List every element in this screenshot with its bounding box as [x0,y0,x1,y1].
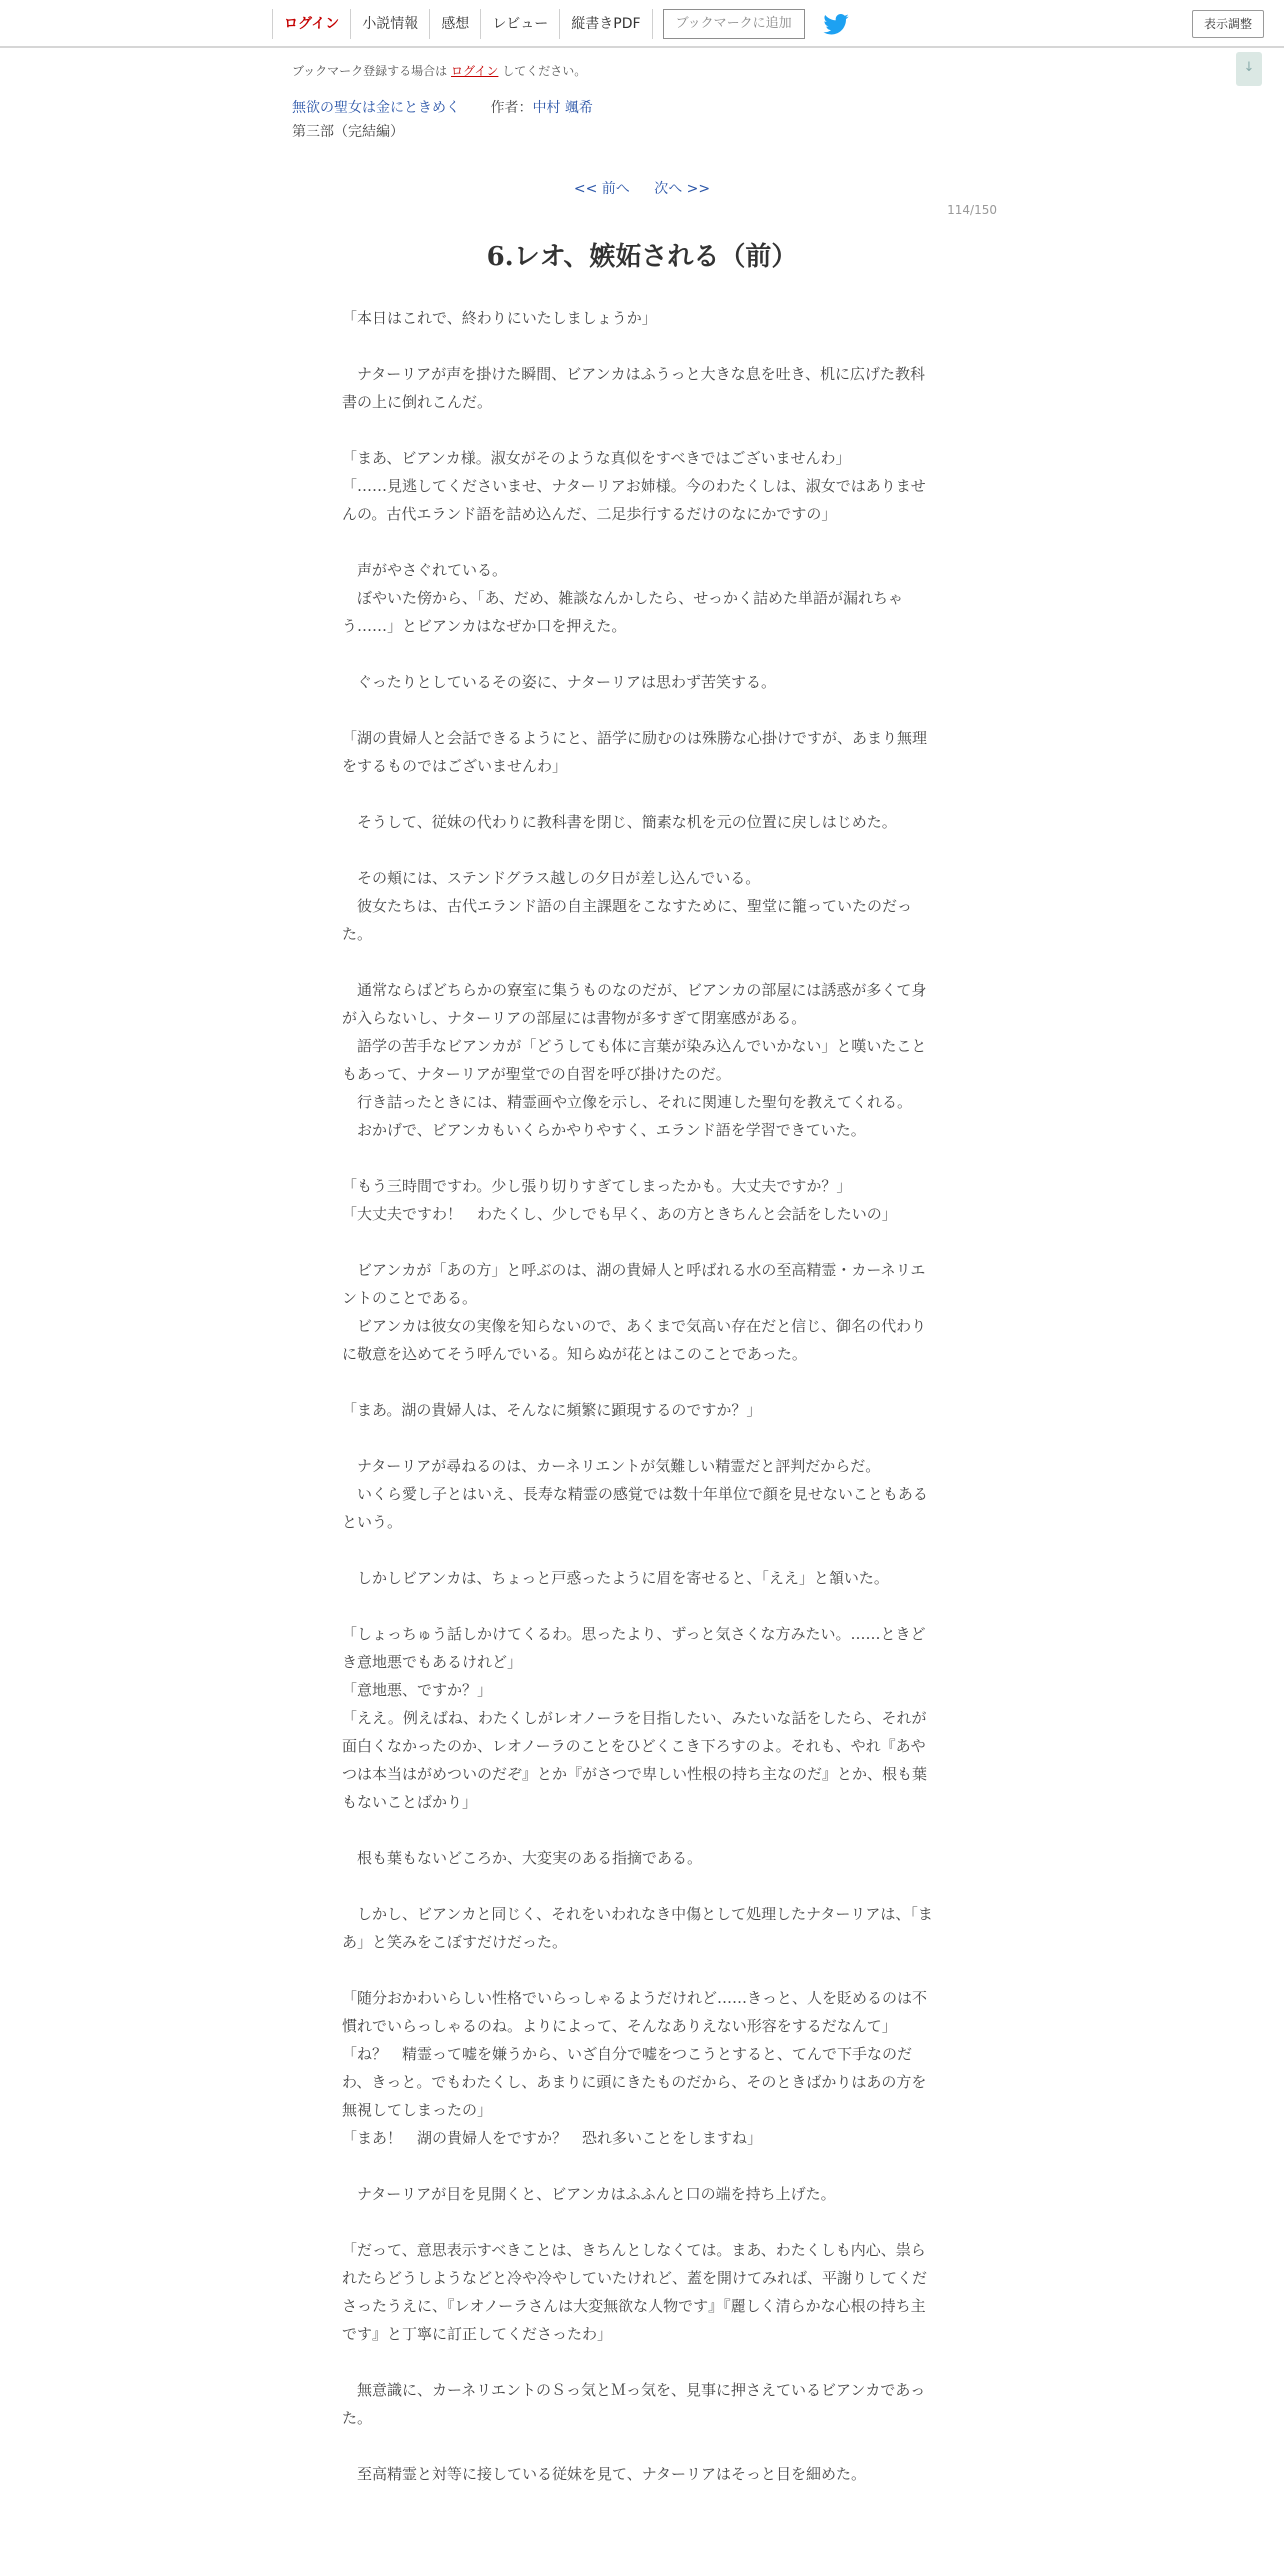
body-line: ビアンカが「あの方」と呼ぶのは、湖の貴婦人と呼ばれる水の至高精霊・カーネリエントのことである。 [342,1261,926,1307]
nav-login-link[interactable]: ログイン [272,9,350,39]
pager [0,178,1284,198]
body-line [342,332,936,360]
body-line: そうして、従妹の代わりに教科書を閉じ、簡素な机を元の位置に戻しはじめた。 [342,813,897,831]
body-line [342,948,936,976]
body-line [342,1872,936,1900]
body-line [342,2208,936,2236]
body-line: ナターリアが目を見開くと、ビアンカはふふんと口の端を持ち上げた。 [342,2185,836,2203]
body-line [342,2348,936,2376]
bookmark-login-link[interactable]: ログイン [451,64,499,78]
body-line [342,1144,936,1172]
author-link[interactable]: 中村 颯希 [532,100,593,116]
body-line: 「意地悪、ですか？」 [342,1681,493,1699]
body-line: ナターリアが声を掛けた瞬間、ビアンカはふうっと大きな息を吐き、机に広げた教科書の上に倒れこんだ。 [342,365,926,411]
series-title-link[interactable]: 無欲の聖女は金にときめく [292,100,460,116]
nav-review-link[interactable]: レビュー [480,9,559,39]
body-line: 「ええ。例えばね、わたくしがレオノーラを目指したい、みたいな話をしたら、それが面白くなかったのか、レオノーラのことをひどくこき下ろすのよ。それも、やれ『あやつは本当はがめついのだぞ』とか『がさつで卑しい性根の持ち主なのだ』とか、根も葉もないことばかり」 [342,1709,928,1811]
body-line: しかしビアンカは、ちょっと戸惑ったように眉を寄せると、「ええ」と頷いた。 [342,1569,889,1587]
display-settings-button[interactable]: 表示調整 [1192,10,1264,38]
body-line: ぐったりとしているその姿に、ナターリアは思わず苦笑する。 [342,673,776,691]
body-line: 声がやさぐれている。 [342,561,508,579]
body-line: ぼやいた傍から、「あ、だめ、雑談なんかしたら、せっかく詰めた単語が漏れちゃう……」とビアンカはなぜか口を押えた。 [342,589,904,635]
body-line: 「まあ！ 湖の貴婦人をですか？ 恐れ多いことをしますね」 [342,2129,763,2147]
body-line [342,1424,936,1452]
body-line: 「本日はこれで、終わりにいたしましょうか」 [342,309,657,327]
main-nav [272,8,849,40]
add-bookmark-button[interactable]: ブックマークに追加 [663,9,805,39]
body-line [342,2432,936,2460]
body-line: 「ね？ 精霊って嘘を嫌うから、いざ自分で嘘をつこうとすると、てんで下手なのだわ、きっと。でもわたくし、あまりに頭にきたものだから、そのときばかりはあの方を無視してしまったの」 [342,2045,927,2119]
nav-novel-info-link[interactable]: 小説情報 [350,9,429,39]
body-line: ビアンカは彼女の実像を知らないので、あくまで気高い存在だと信じ、御名の代わりに敬意を込めてそう呼んでいる。知らぬが花とはこのことであった。 [342,1317,927,1363]
body-line [342,2152,936,2180]
body-line: しかし、ビアンカと同じく、それをいわれなき中傷として処理したナターリアは、「まあ」と笑みをこぼすだけだった。 [342,1905,933,1951]
body-line [342,696,936,724]
body-line: 「湖の貴婦人と会話できるようにと、語学に励むのは殊勝な心掛けですが、あまり無理をするものではございませんわ」 [342,729,928,775]
novel-body [342,304,936,2488]
top-header [0,0,1284,48]
body-line [342,1956,936,1984]
body-line: 「しょっちゅう話しかけてくるわ。思ったより、ずっと気さくな方みたい。……ときどき意地悪でもあるけれど」 [342,1625,926,1671]
body-line: 「だって、意思表示すべきことは、きちんとしなくては。まあ、わたくしも内心、祟られたらどうしようなどと冷や冷やしていたけれど、蓋を開けてみれば、平謝りしてくださったうえに、『レオノーラさんは大変無欲な人物です』『麗しく清らかな心根の持ち主です』と丁寧に訂正してくださったわ」 [342,2241,928,2343]
prev-page-link[interactable]: << 前へ [573,181,630,197]
bookmark-login-note [292,62,586,79]
scroll-down-tab[interactable]: ↓ [1236,52,1262,86]
body-line: ナターリアが尋ねるのは、カーネリエントが気難しい精霊だと評判だからだ。 [342,1457,881,1475]
chapter-group-title: 第三部（完結編） [292,124,404,140]
twitter-icon[interactable] [823,13,849,35]
body-line [342,1228,936,1256]
bookmark-note-suffix: してください。 [502,64,587,78]
body-line: 「まあ、ビアンカ様。淑女がそのような真似をすべきではございませんわ」 [342,449,851,467]
body-line: 根も葉もないどころか、大変実のある指摘である。 [342,1849,703,1867]
body-line: 「もう三時間ですわ。少し張り切りすぎてしまったかも。大丈夫ですか？」 [342,1177,852,1195]
body-line [342,1536,936,1564]
page-number: 114/150 [947,203,997,217]
body-line: 「……見逃してくださいませ、ナターリアお姉様。今のわたくしは、淑女ではありませんの。古代エランド語を詰め込んだ、二足歩行するだけのなにかですの」 [342,477,926,523]
body-line [342,416,936,444]
author-label: 作者： [490,100,533,116]
body-line: 「まあ。湖の貴婦人は、そんなに頻繁に顕現するのですか？」 [342,1401,762,1419]
body-line: 「大丈夫ですわ！ わたくし、少しでも早く、あの方ときちんと会話をしたいの」 [342,1205,897,1223]
body-line [342,1368,936,1396]
body-line: 至高精霊と対等に接している従妹を見て、ナターリアはそっと目を細めた。 [342,2465,866,2483]
next-page-link[interactable]: 次へ >> [654,181,711,197]
nav-vertical-pdf-link[interactable]: 縦書きPDF [559,9,652,39]
body-line: 通常ならばどちらかの寮室に集うものなのだが、ビアンカの部屋には誘惑が多くて身が入らないし、ナターリアの部屋には書物が多すぎて閉塞感がある。 [342,981,927,1027]
body-line [342,836,936,864]
body-line: 無意識に、カーネリエントのＳっ気とＭっ気を、見事に押さえているビアンカであった。 [342,2381,926,2427]
body-line: 彼女たちは、古代エランド語の自主課題をこなすために、聖堂に籠っていたのだった。 [342,897,913,943]
body-line [342,1592,936,1620]
episode-title: 6.レオ、嫉妬される（前） [486,242,798,272]
body-line: 「随分おかわいらしい性格でいらっしゃるようだけれど……きっと、人を貶めるのは不慣れでいらっしゃるのね。よりによって、そんなありえない形容をするだなんて」 [342,1989,928,2035]
body-line: その頬には、ステンドグラス越しの夕日が差し込んでいる。 [342,869,761,887]
nav-impressions-link[interactable]: 感想 [429,9,480,39]
body-line [342,528,936,556]
body-line: 語学の苦手なビアンカが「どうしても体に言葉が染み込んでいかない」と嘆いたこともあって、ナターリアが聖堂での自習を呼び掛けたのだ。 [342,1037,927,1083]
bookmark-note-prefix: ブックマーク登録する場合は [292,64,448,78]
body-line [342,1816,936,1844]
body-line: おかげで、ビアンカもいくらかやりやすく、エランド語を学習できていた。 [342,1121,866,1139]
body-line: 行き詰ったときには、精霊画や立像を示し、それに関連した聖句を教えてくれる。 [342,1093,913,1111]
series-info [292,97,593,117]
body-line [342,640,936,668]
body-line: いくら愛し子とはいえ、長寿な精霊の感覚では数十年単位で顔を見せないこともあるという。 [342,1485,928,1531]
body-line [342,780,936,808]
